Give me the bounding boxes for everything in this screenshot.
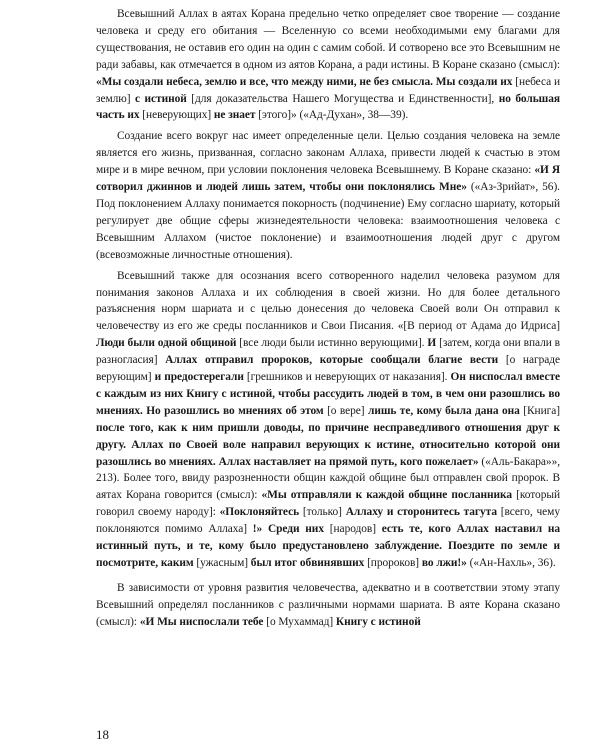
body-text: [всего, чему поклоняются помимо Аллаха]	[96, 506, 560, 536]
body-text: [неверующих]	[139, 109, 214, 122]
body-text: [грешников и неверующих от наказания].	[243, 371, 451, 384]
quran-quote-text: после того, как к ним пришли доводы, по причине несправедливого отношения друг к другу. Аллах по Своей воле направил верующих к истине, относительно которой они разошлись во мнениях. Аллах наставляет на прямой путь, кого пожелает»	[96, 421, 560, 468]
quran-quote-text: Книгу с истиной	[335, 615, 421, 628]
quran-quote-text: !» Среди них	[252, 523, 324, 536]
quran-quote-text: «И Мы ниспослали тебе	[139, 615, 264, 628]
quran-quote-text: Люди были одной общиной	[96, 337, 237, 350]
quran-quote-text: не знает	[213, 109, 256, 122]
body-text: («Аль-Бакара»», 213). Более того, ввиду разрозненности общин каждой общине был отправлен свой пророк. В аятах Корана говорится (смысл):	[96, 455, 561, 502]
paragraph-4	[96, 580, 560, 631]
body-text: («Аз-Зрийат», 56). Под поклонением Аллаху понимается покорность (подчинение) Ему согласно шариату, который регулирует две общие сферы жизнедеятельности человека: взаимоотношения человека с Всевышним Аллахом (чистое поклонение) и взаимоотношения людей друг с другом (всевозможные личностные отношения).	[96, 181, 560, 261]
body-text: [затем, когда они впали в разногласия]	[96, 337, 560, 367]
quran-quote-text: и предостерегали	[154, 371, 244, 384]
body-text: [ужасным]	[193, 557, 251, 569]
quran-quote-text: Аллах отправил пророков, которые сообщали благие вести	[165, 354, 499, 367]
quran-quote-text: «И Я сотворил джиннов и людей лишь затем, чтобы они поклонялись Мне»	[96, 164, 560, 194]
page-number: 18	[96, 727, 109, 742]
quran-quote-text: лишь те, кому была дана она	[367, 404, 520, 417]
quran-quote-text: И	[427, 337, 437, 350]
paragraph-3	[96, 268, 560, 572]
quran-quote-text: есть те, кого Аллах наставил на истинный путь, и те, кому было предустановлено заблуждение. Поездите по земле и посмотрите, каким	[96, 523, 560, 569]
quran-quote-text: был итог обвинявших	[250, 557, 365, 569]
body-text: [народов]	[323, 523, 382, 536]
quran-quote-text: Аллаху и сторонитесь тагута	[345, 506, 497, 519]
body-text: [который говорил своему народу]:	[96, 489, 560, 519]
body-text: [пророков]	[364, 557, 422, 569]
paragraph-1	[96, 6, 560, 124]
body-text: [о Мухаммад]	[263, 615, 336, 628]
quran-quote-text: но большая часть их	[96, 92, 560, 122]
body-text: [небеса и землю]	[96, 75, 560, 105]
body-text: В зависимости от уровня развития человечества, адекватно и в соответствии этому этапу Всевышний определял посланников с различными нормами шариата. В аяте Корана сказано (смысл):	[96, 581, 560, 628]
body-text: [все люди были истинно верующими].	[236, 337, 428, 350]
body-text: [этого]» («Ад-Духан», 38—39).	[255, 109, 409, 122]
body-text: Всевышний также для осознания всего сотворенного наделил человека разумом для понимания законов Аллаха и их соблюдения в своей жизни. Но для более детального разъяснения норм шариата и с целью донесения до человека Своей воли Он отправил к человечеству из его же среды посланников и Свои Писания. «[В период от Адама до Идриса]	[96, 269, 560, 333]
quran-quote-text: «Поклоняйтесь	[219, 506, 300, 519]
body-text: («Ан-Нахль», 36).	[466, 557, 556, 569]
body-text: Создание всего вокруг нас имеет определенные цели. Целью создания человека на земле является его жизнь, призванная, согласно законам Аллаха, привести людей к счастью в этом мире и в мире вечном, при условии поклонения человека Всевышнему. В Коране сказано:	[96, 130, 560, 177]
body-text: [Книга]	[519, 404, 560, 417]
quran-quote-text: во лжи!»	[421, 557, 467, 569]
quran-quote-text: Он ниспослал вместе с каждым из них Книгу с истиной, чтобы рассудить людей в том, в чем они разошлись во мнениях. Но разошлись во мнениях об этом	[96, 371, 560, 417]
body-text: [только]	[299, 506, 346, 519]
quran-quote-text: с истиной	[134, 92, 187, 105]
paragraph-2	[96, 128, 560, 263]
quran-quote-text: «Мы отправляли к каждой общине посланника	[261, 489, 513, 502]
body-text: [о вере]	[323, 404, 368, 417]
page-body	[96, 6, 560, 631]
body-text: Всевышний Аллах в аятах Корана предельно четко определяет свое творение — создание человека и среду его обитания — Вселенную со всеми необходимыми ему благами для существования, не оставив его один на один с самим собой. И сотворено все это Всевышним не ради забавы, как отмечается в одном из аятов Корана, а ради истины. В Коране сказано (смысл):	[96, 8, 560, 71]
quran-quote-text: «Мы создали небеса, землю и все, что между ними, не без смысла. Мы создали их	[96, 75, 513, 88]
body-text: [для доказательства Нашего Могущества и Единственности],	[186, 92, 499, 105]
body-text: [о награде верующим]	[96, 354, 560, 384]
